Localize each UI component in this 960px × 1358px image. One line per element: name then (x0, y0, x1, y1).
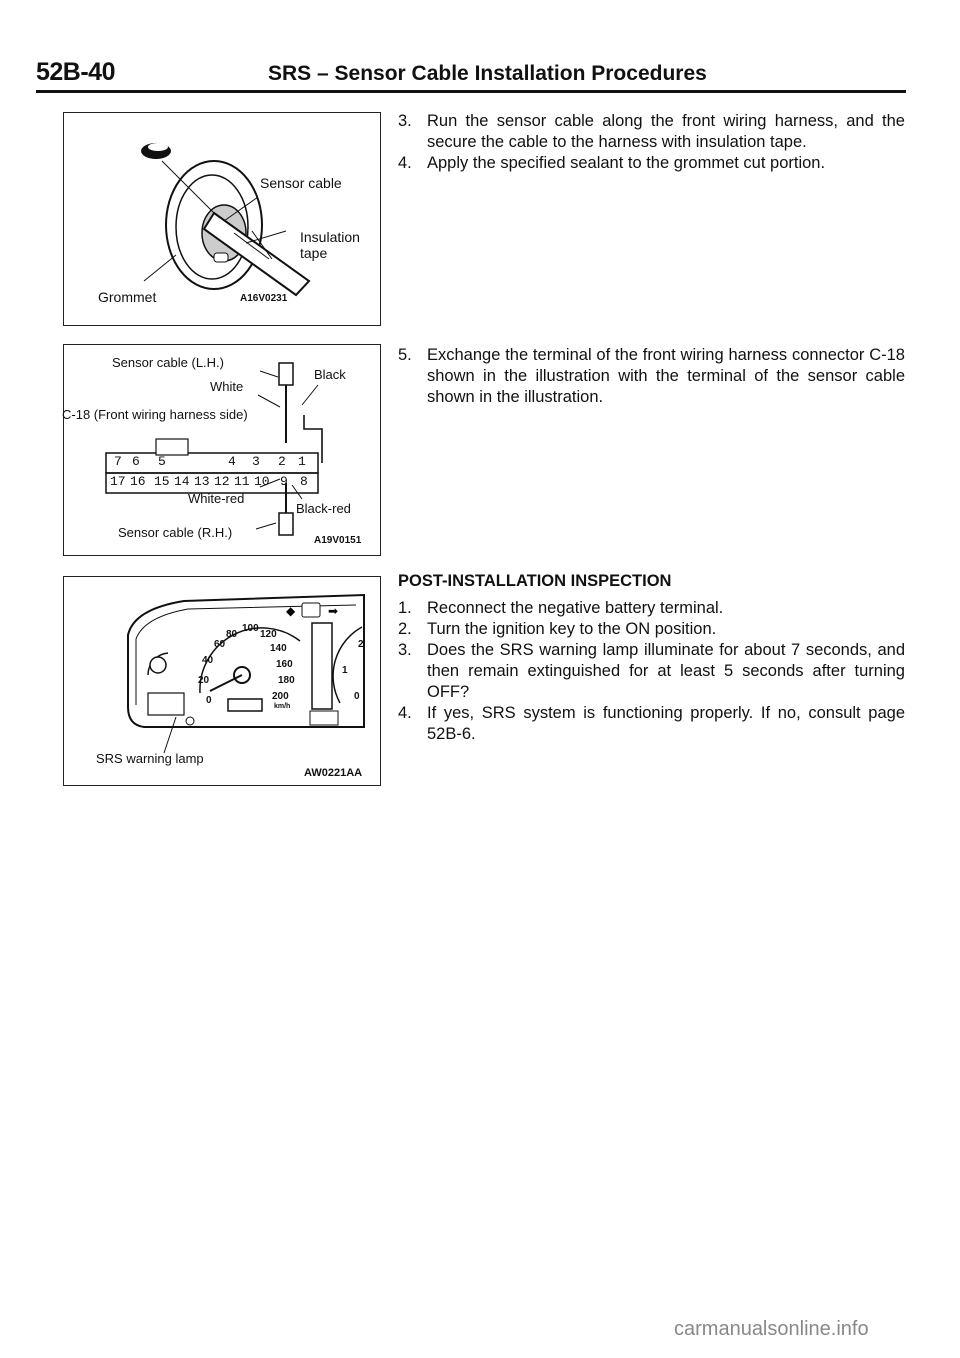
pin-14: 14 (174, 474, 190, 489)
pin-1: 1 (298, 454, 306, 469)
step-number: 2. (398, 620, 412, 638)
pin-11: 11 (234, 474, 250, 489)
step-number: 5. (398, 346, 412, 364)
step-text: Reconnect the negative battery terminal. (427, 599, 724, 617)
step-item (398, 345, 905, 408)
white-wire-label: White (210, 379, 244, 394)
pin-7: 7 (114, 454, 122, 469)
speed-tick-120: 120 (260, 629, 277, 640)
pin-6: 6 (132, 454, 140, 469)
speed-tick-180: 180 (278, 675, 295, 686)
pin-2: 2 (278, 454, 286, 469)
grommet-label: Grommet (98, 289, 157, 305)
pin-3: 3 (252, 454, 260, 469)
white-red-wire-label: White-red (188, 491, 245, 506)
pin-12: 12 (214, 474, 230, 489)
tacho-tick-0: 0 (354, 691, 360, 702)
connector-figure (63, 344, 381, 556)
pin-4: 4 (228, 454, 236, 469)
speed-tick-80: 80 (226, 629, 238, 640)
step-number: 3. (398, 641, 412, 659)
grommet-figure (63, 112, 381, 326)
insulation-tape-label-line2: tape (300, 245, 328, 261)
black-wire-label: Black (314, 367, 346, 382)
step-text: Does the SRS warning lamp illuminate for about 7 seconds, and then remain extinguished for at least 5 seconds after turning OFF? (427, 641, 905, 701)
speed-tick-200: 200 (272, 691, 289, 702)
pin-10: 10 (254, 474, 270, 489)
srs-warning-lamp-label: SRS warning lamp (96, 751, 204, 766)
pin-17: 17 (110, 474, 126, 489)
step-number: 1. (398, 599, 412, 617)
pin-9: 9 (280, 474, 288, 489)
step-text: Apply the specified sealant to the grommet cut portion. (427, 154, 826, 172)
step-item (398, 153, 905, 174)
step-item (398, 598, 905, 619)
sensor-cable-lh-label: Sensor cable (L.H.) (112, 355, 224, 370)
black-red-wire-label: Black-red (296, 501, 351, 516)
speed-tick-140: 140 (270, 643, 287, 654)
step-item (398, 640, 905, 703)
sensor-cable-label: Sensor cable (260, 175, 342, 191)
step-item (398, 703, 905, 745)
step-text: Turn the ignition key to the ON position. (427, 620, 717, 638)
steps-cable-routing (398, 111, 905, 174)
step-text: Run the sensor cable along the front wiring harness, and the secure the cable to the harness with insulation tape. (427, 112, 905, 151)
page-title: SRS – Sensor Cable Installation Procedures (268, 62, 707, 85)
speed-unit: km/h (274, 703, 291, 710)
header-rule (36, 90, 906, 93)
speed-tick-160: 160 (276, 659, 293, 670)
speed-tick-60: 60 (214, 639, 226, 650)
page-number: 52B-40 (36, 58, 115, 86)
tacho-tick-1: 1 (342, 665, 348, 676)
figure-code: A19V0151 (314, 535, 362, 546)
sensor-cable-rh-label: Sensor cable (R.H.) (118, 525, 233, 540)
step-item (398, 619, 905, 640)
pin-8: 8 (300, 474, 308, 489)
speed-tick-0: 0 (206, 695, 212, 706)
figure-code: AW0221AA (304, 767, 363, 779)
figure-code: A16V0231 (240, 293, 288, 304)
svg-text:➡: ➡ (328, 604, 339, 618)
connector-label: C-18 (Front wiring harness side) (62, 407, 248, 422)
pin-row-top (108, 454, 318, 472)
watermark: carmanualsonline.info (674, 1318, 869, 1340)
inspection-heading: POST-INSTALLATION INSPECTION (398, 572, 672, 590)
insulation-tape-label-line1: Insulation (300, 229, 360, 245)
pin-row-bottom (108, 474, 318, 492)
pin-15: 15 (154, 474, 170, 489)
speed-tick-100: 100 (242, 623, 259, 634)
svg-text:◆: ◆ (286, 604, 296, 618)
pin-13: 13 (194, 474, 210, 489)
pin-16: 16 (130, 474, 146, 489)
tacho-tick-2: 2 (358, 639, 364, 650)
speed-tick-20: 20 (198, 675, 210, 686)
pin-5: 5 (158, 454, 166, 469)
step-number: 4. (398, 154, 412, 172)
steps-inspection (398, 598, 905, 745)
speed-tick-40: 40 (202, 655, 214, 666)
step-text: If yes, SRS system is functioning properly. If no, consult page 52B-6. (427, 704, 905, 743)
step-item (398, 111, 905, 153)
steps-terminal-exchange (398, 345, 905, 408)
page-header (36, 58, 906, 92)
step-text: Exchange the terminal of the front wiring harness connector C-18 shown in the illustration with the terminal of the sensor cable shown in the illustration. (427, 346, 905, 406)
step-number: 4. (398, 704, 412, 722)
cluster-figure (63, 576, 381, 786)
step-number: 3. (398, 112, 412, 130)
